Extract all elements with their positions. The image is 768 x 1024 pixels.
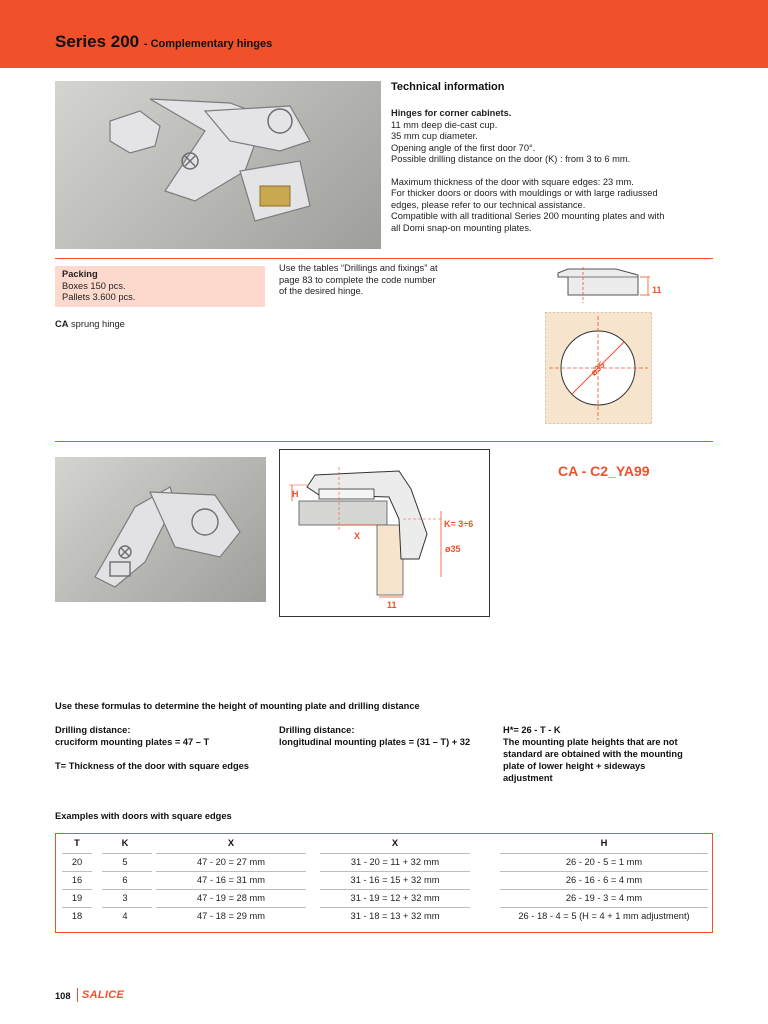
ca-label: [55, 319, 125, 329]
cell-h: 26 - 19 - 3 = 4 mm: [565, 893, 643, 903]
formula-heading: Use these formulas to determine the height of mounting plate and drilling distance: [55, 701, 420, 711]
tech-line: all Domi snap-on mounting plates.: [391, 222, 532, 233]
cell-t: 16: [71, 875, 83, 885]
cell-t: 20: [71, 857, 83, 867]
cell-x1: 47 - 20 = 27 mm: [197, 857, 265, 867]
examples-table: [55, 833, 713, 933]
packing-pallets: Pallets 3.600 pcs.: [62, 292, 136, 302]
dim-x-label: X: [354, 531, 361, 541]
formula-longitudinal: [279, 724, 501, 748]
cell-x2: 31 - 16 = 15 + 32 mm: [350, 875, 440, 885]
tech-heading: Hinges for corner cabinets.: [391, 108, 512, 118]
divider-line: [55, 258, 713, 259]
dim-h-label: H: [292, 489, 299, 499]
table-header-h: H: [600, 838, 608, 848]
cell-h: 26 - 20 - 5 = 1 mm: [565, 857, 643, 867]
formula-cruciform: [55, 724, 275, 748]
cell-x2: 31 - 19 = 12 + 32 mm: [350, 893, 440, 903]
divider-line: [55, 441, 713, 442]
tables-note-line: Use the tables “Drillings and fixings” at: [279, 263, 438, 273]
formula-text: longitudinal mounting plates = (31 – T) + 32: [279, 737, 471, 747]
dim-diameter-label: ø35: [445, 544, 461, 554]
cell-k: 4: [122, 911, 128, 921]
cup-plan-drawing: [545, 312, 652, 424]
cell-x1: 47 - 18 = 29 mm: [197, 911, 265, 921]
cell-x2: 31 - 20 = 11 + 32 mm: [350, 857, 440, 867]
formula-line: plate of lower height + sideways: [503, 761, 646, 771]
tech-line: For thicker doors or doors with mouldings or with large radiussed: [391, 188, 658, 198]
cell-x1: 47 - 19 = 28 mm: [197, 893, 265, 903]
tables-note: [279, 263, 479, 298]
formula-line: H*= 26 - T - K: [503, 725, 561, 735]
technical-information-text: [391, 108, 711, 234]
formula-title: Drilling distance:: [55, 725, 131, 735]
cell-h: 26 - 18 - 4 = 5 (H = 4 + 1 mm adjustment): [518, 911, 690, 921]
tech-line: Maximum thickness of the door with square edges: 23 mm.: [391, 176, 634, 187]
table-header-x2: X: [391, 838, 399, 848]
cell-k: 3: [122, 893, 128, 903]
tables-note-line: page 83 to complete the code number: [279, 274, 436, 285]
page-number: 108: [55, 991, 71, 1001]
formula-height: [503, 724, 715, 784]
tables-note-line: of the desired hinge.: [279, 286, 364, 296]
footer-divider: [77, 988, 78, 1002]
cell-k: 6: [122, 875, 128, 885]
packing-boxes: Boxes 150 pcs.: [62, 280, 126, 291]
tech-line: Possible drilling distance on the door (K) : from 3 to 6 mm.: [391, 154, 631, 164]
page-title: Series 200 - Complementary hinges: [55, 32, 273, 51]
cell-x2: 31 - 18 = 13 + 32 mm: [350, 911, 440, 921]
table-header-x1: X: [227, 838, 235, 848]
table-header-k: K: [121, 838, 129, 848]
formula-text: cruciform mounting plates = 47 – T: [55, 737, 210, 747]
page-subtitle: - Complementary hinges: [143, 38, 273, 50]
technical-information-title: Technical information: [391, 81, 505, 93]
salice-logo: SALICE: [82, 989, 125, 1001]
formula-title: Drilling distance:: [279, 725, 355, 735]
formula-line: The mounting plate heights that are not: [503, 737, 678, 747]
cup-diameter-label: ø35: [588, 359, 607, 378]
cup-depth-label: 11: [652, 285, 662, 295]
tech-line: edges, please refer to our technical assistance.: [391, 199, 586, 210]
tech-line: Compatible with all traditional Series 200 mounting plates and with: [391, 211, 665, 221]
cell-k: 5: [122, 857, 128, 867]
dim-k-label: K= 3÷6: [444, 519, 474, 529]
hinge-technical-drawing: [279, 449, 490, 617]
ca-text: sprung hinge: [71, 319, 125, 329]
table-header-t: T: [74, 838, 80, 848]
dim-depth-label: 11: [387, 600, 397, 610]
examples-heading: Examples with doors with square edges: [55, 811, 232, 821]
ca-code: CA: [55, 319, 69, 329]
tech-line: Opening angle of the first door 70°.: [391, 142, 536, 153]
cell-t: 19: [71, 893, 83, 903]
tech-line: 35 mm cup diameter.: [391, 131, 478, 141]
cell-t: 18: [71, 911, 83, 921]
packing-box: [55, 266, 265, 307]
formula-line: adjustment: [503, 773, 553, 783]
hinge-photo-ca: [55, 457, 266, 602]
thickness-note: T= Thickness of the door with square edges: [55, 761, 249, 771]
product-code: CA - C2_YA99: [558, 463, 650, 479]
packing-title: Packing: [62, 269, 98, 279]
cell-h: 26 - 16 - 6 = 4 mm: [565, 875, 643, 885]
hinge-photo-top: [55, 81, 381, 249]
cup-side-drawing: [548, 265, 678, 305]
tech-line: 11 mm deep die-cast cup.: [391, 119, 498, 130]
page-header: [0, 0, 768, 68]
formula-line: standard are obtained with the mounting: [503, 749, 683, 759]
cell-x1: 47 - 16 = 31 mm: [197, 875, 265, 885]
